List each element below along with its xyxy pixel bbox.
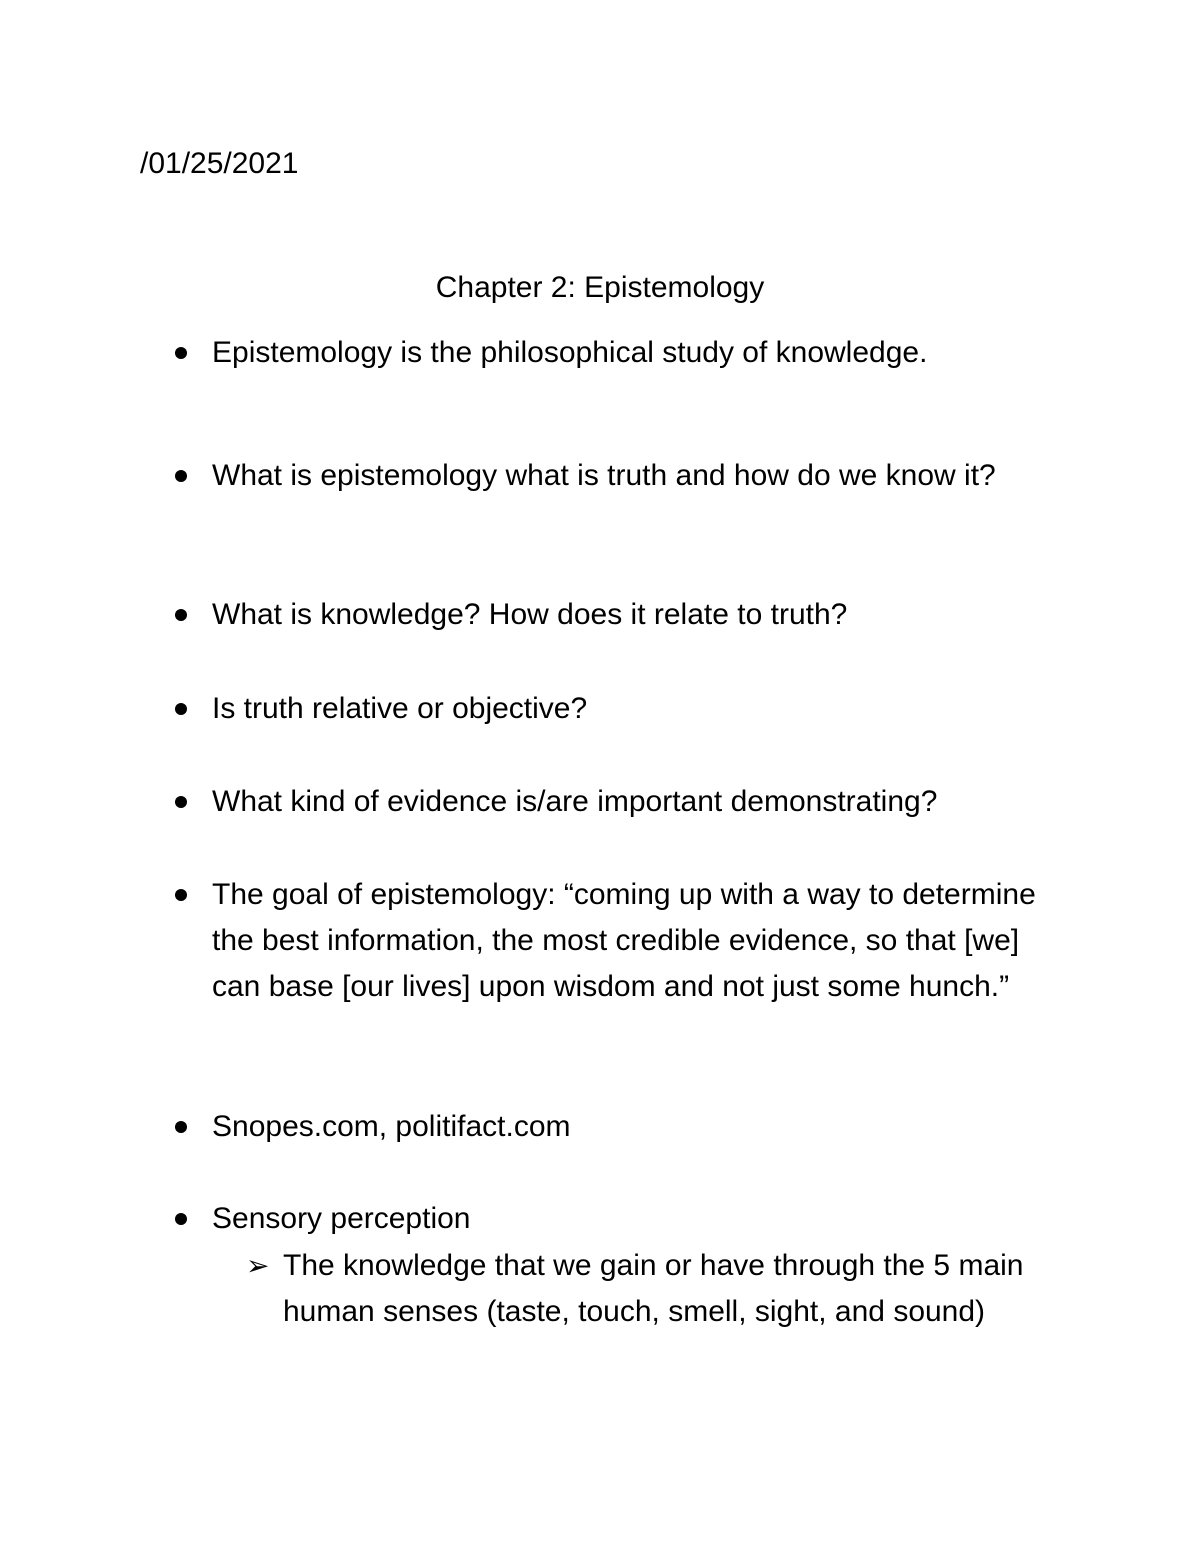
bullet-dot-icon [175, 889, 187, 901]
bullet-text: Is truth relative or objective? [212, 692, 588, 725]
sub-bullet-text: The knowledge that we gain or have through the 5 main human senses (taste, touch, smell, sight, and sound) [283, 1249, 1024, 1328]
arrow-bullet-icon: ➢ [246, 1250, 270, 1281]
bullet-text: What is knowledge? How does it relate to truth? [212, 598, 848, 631]
bullet-dot-icon [175, 796, 187, 808]
bullet-text: Sensory perception [212, 1202, 471, 1235]
bullet-dot-icon [175, 1213, 187, 1225]
chapter-title: Chapter 2: Epistemology [435, 271, 765, 304]
bullet-text: Epistemology is the philosophical study of knowledge. [212, 336, 928, 369]
bullet-dot-icon [175, 1121, 187, 1133]
bullet-text: What kind of evidence is/are important demonstrating? [212, 785, 938, 818]
bullet-text: What is epistemology what is truth and how do we know it? [212, 459, 996, 492]
document-date: /01/25/2021 [140, 147, 299, 180]
bullet-dot-icon [175, 703, 187, 715]
bullet-dot-icon [175, 347, 187, 359]
bullet-dot-icon [175, 470, 187, 482]
bullet-text: The goal of epistemology: “coming up with a way to determine the best information, the most credible evidence, so that [we] can base [our lives] upon wisdom and not just some hunch.” [212, 878, 1036, 1003]
bullet-text: Snopes.com, politifact.com [212, 1110, 571, 1143]
bullet-dot-icon [175, 609, 187, 621]
